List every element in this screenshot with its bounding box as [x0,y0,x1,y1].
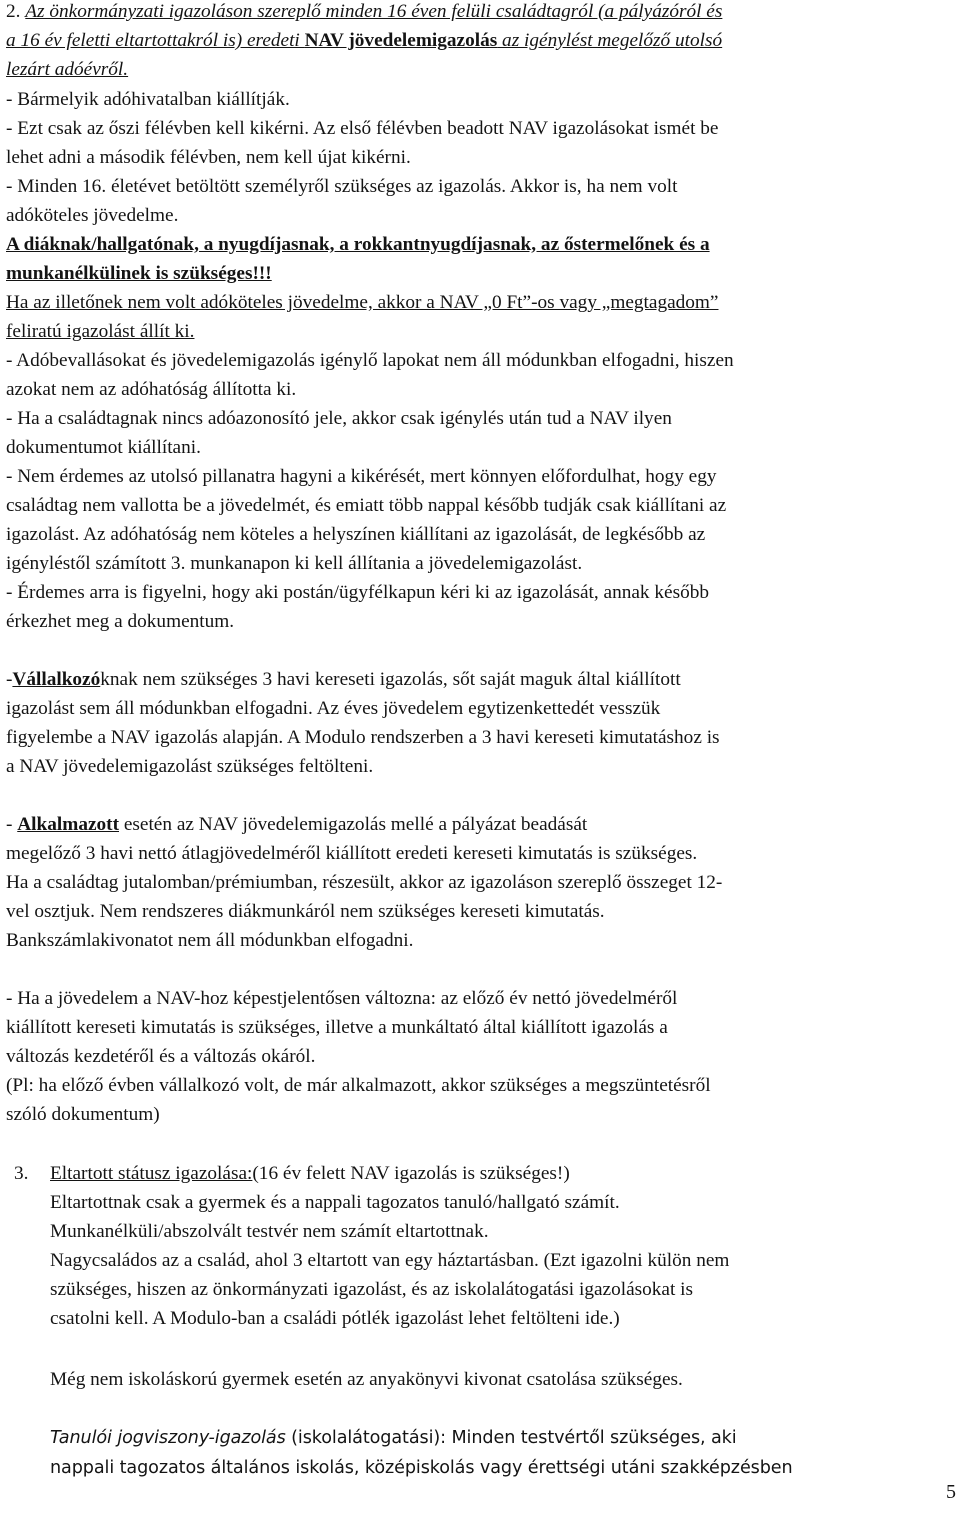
vallalkozo-term: Vállalkozó [12,669,101,690]
paragraph-line: - Ha a jövedelem a NAV-hoz képestjelentősen változna: az előző év nettó jövedelméről [6,988,678,1009]
paragraph-line: adóköteles jövedelme. [6,205,179,226]
page-number: 5 [946,1481,956,1503]
paragraph-line: -Vállalkozóknak nem szükséges 3 havi kereseti igazolás, sőt saját maguk által kiállított [6,669,681,690]
paragraph-line: - Adóbevallásokat és jövedelemigazolás igénylő lapokat nem áll módunkban elfogadni, hiszen [6,350,734,371]
paragraph-line: - Bármelyik adóhivatalban kiállítják. [6,89,290,110]
paragraph-line: (Pl: ha előző évben vállalkozó volt, de már alkalmazott, akkor szükséges a megszüntetésről [6,1075,711,1096]
paragraph-line: - Nem érdemes az utolsó pillanatra hagyni a kikérését, mert könnyen előfordulhat, hogy egy [6,466,717,487]
paragraph-line: Még nem iskoláskorú gyermek esetén az anyakönyvi kivonat csatolása szükséges. [50,1369,683,1390]
paragraph-line: Tanulói jogviszony-igazolás (iskolalátogatási): Minden testvértől szükséges, aki [50,1428,737,1448]
paragraph-line: munkanélkülinek is szükséges!!! [6,263,272,284]
alkalmazott-term: Alkalmazott [17,814,119,835]
paragraph-line: - Ha a családtagnak nincs adóazonosító jele, akkor csak igénylés után tud a NAV ilyen [6,408,672,429]
paragraph-line: családtag nem vallotta be a jövedelmét, és emiatt több nappal később tudják csak kiállítani az [6,495,727,516]
paragraph-line: feliratú igazolást állít ki. [6,321,195,342]
paragraph-line: - Minden 16. életévet betöltött személyről szükséges az igazolás. Akkor is, ha nem volt [6,176,678,197]
paragraph-line: lezárt adóévről. [6,59,129,80]
paragraph-line: azokat nem az adóhatóság állította ki. [6,379,297,400]
paragraph-line: igazolást. Az adóhatóság nem köteles a helyszínen kiállítani az igazolását, de legkésőbb az [6,524,706,545]
paragraph-line: igazolást sem áll módunkban elfogadni. Az éves jövedelem egytizenkettedét vesszük [6,698,661,719]
paragraph-line: szükséges, hiszen az önkormányzati igazolást, és az iskolalátogatási igazolásokat is [50,1279,694,1300]
paragraph-line: nappali tagozatos általános iskolás, középiskolás vagy érettségi utáni szakképzésben [50,1458,793,1478]
paragraph-line: Ha az illetőnek nem volt adóköteles jövedelme, akkor a NAV „0 Ft”-os vagy „megtagadom” [6,292,719,313]
section-heading: Eltartott státusz igazolása:(16 év felett NAV igazolás is szükséges!) [50,1163,570,1184]
paragraph-line: lehet adni a második félévben, nem kell újat kikérni. [6,147,411,168]
paragraph-line: Munkanélküli/abszolvált testvér nem számít eltartottnak. [50,1221,489,1242]
paragraph-line: szóló dokumentum) [6,1104,160,1125]
paragraph-line: - Alkalmazott esetén az NAV jövedelemigazolás mellé a pályázat beadását [6,814,588,835]
paragraph-line: a 16 év feletti eltartottakról is) eredeti NAV jövedelemigazolás az igénylést megelőző utolsó [6,30,723,51]
paragraph-line: megelőző 3 havi nettó átlagjövedelméről kiállított eredeti kereseti kimutatás is szükséges. [6,843,698,864]
paragraph-line: Eltartottnak csak a gyermek és a nappali tagozatos tanuló/hallgató számít. [50,1192,620,1213]
section-number: 3. [14,1163,29,1184]
paragraph-line: figyelembe a NAV igazolás alapján. A Modulo rendszerben a 3 havi kereseti kimutatáshoz is [6,727,720,748]
paragraph-line: 2. Az önkormányzati igazoláson szereplő minden 16 éven felüli családtagról (a pályázóról és [6,1,723,22]
paragraph-line: a NAV jövedelemigazolást szükséges feltölteni. [6,756,374,777]
paragraph-line: A diáknak/hallgatónak, a nyugdíjasnak, a rokkantnyugdíjasnak, az őstermelőnek és a [6,234,710,255]
paragraph-line: - Ezt csak az őszi félévben kell kikérni. Az első félévben beadott NAV igazolásokat ismét be [6,118,719,139]
paragraph-line: Nagycsaládos az a család, ahol 3 eltartott van egy háztartásban. (Ezt igazolni külön nem [50,1250,730,1271]
paragraph-line: - Érdemes arra is figyelni, hogy aki postán/ügyfélkapun kéri ki az igazolását, annak később [6,582,710,603]
paragraph-line: Ha a családtag jutalomban/prémiumban, részesült, akkor az igazoláson szereplő összeget 12- [6,872,723,893]
paragraph-line: Bankszámlakivonatot nem áll módunkban elfogadni. [6,930,414,951]
paragraph-line: csatolni kell. A Modulo-ban a családi pótlék igazolást lehet feltölteni ide.) [50,1308,620,1329]
paragraph-line: érkezhet meg a dokumentum. [6,611,235,632]
paragraph-line: igényléstől számított 3. munkanapon ki kell állítania a jövedelemigazolást. [6,553,583,574]
paragraph-line: kiállított kereseti kimutatás is szükséges, illetve a munkáltató által kiállított igazolás a [6,1017,668,1038]
paragraph-line: változás kezdetéről és a változás okáról. [6,1046,316,1067]
paragraph-line: dokumentumot kiállítani. [6,437,201,458]
paragraph-line: vel osztjuk. Nem rendszeres diákmunkáról nem szükséges kereseti kimutatás. [6,901,605,922]
nav-bold-term: NAV jövedelemigazolás [304,30,498,51]
